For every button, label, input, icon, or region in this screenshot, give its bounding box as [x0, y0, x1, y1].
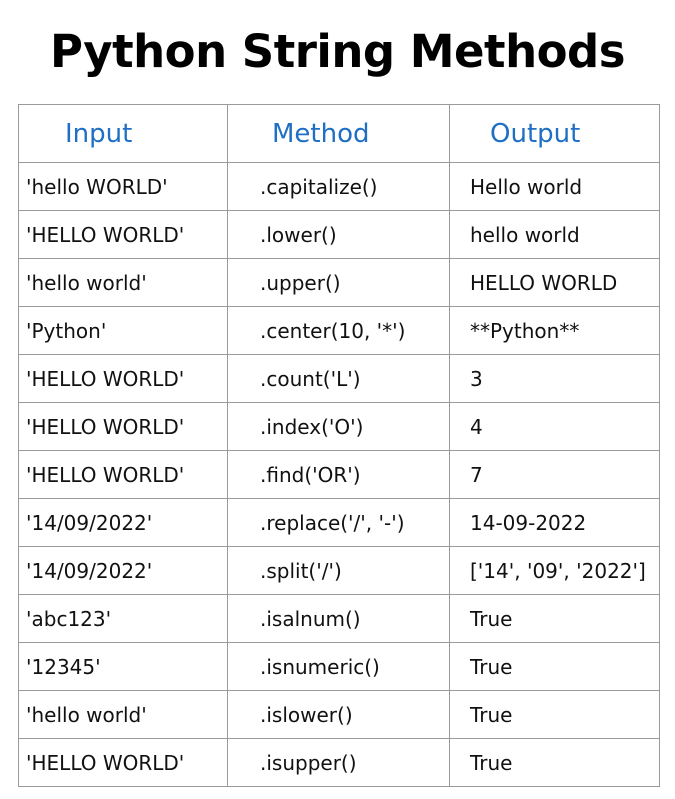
cell-output: Hello world — [450, 163, 660, 211]
table-body — [19, 163, 660, 787]
table-row — [19, 547, 660, 595]
cell-input: '12345' — [19, 643, 228, 691]
cell-method: .isalnum() — [228, 595, 450, 643]
cell-output: ['14', '09', '2022'] — [450, 547, 660, 595]
cell-output: 4 — [450, 403, 660, 451]
cell-method: .find('OR') — [228, 451, 450, 499]
table-row — [19, 307, 660, 355]
table-row — [19, 739, 660, 787]
table-row — [19, 163, 660, 211]
cell-input: 'HELLO WORLD' — [19, 739, 228, 787]
cell-input: '14/09/2022' — [19, 547, 228, 595]
cell-output: **Python** — [450, 307, 660, 355]
cell-input: 'Python' — [19, 307, 228, 355]
cell-method: .split('/') — [228, 547, 450, 595]
cell-input: 'hello world' — [19, 691, 228, 739]
cell-output: 7 — [450, 451, 660, 499]
table-row — [19, 211, 660, 259]
cell-output: hello world — [450, 211, 660, 259]
table-row — [19, 451, 660, 499]
cell-input: 'HELLO WORLD' — [19, 211, 228, 259]
cell-output: True — [450, 643, 660, 691]
cell-output: HELLO WORLD — [450, 259, 660, 307]
cell-method: .count('L') — [228, 355, 450, 403]
cell-input: 'HELLO WORLD' — [19, 355, 228, 403]
table-row — [19, 691, 660, 739]
table-row — [19, 355, 660, 403]
table-header-row — [19, 105, 660, 163]
table-row — [19, 499, 660, 547]
cell-input: 'hello world' — [19, 259, 228, 307]
table-row — [19, 643, 660, 691]
column-header-output: Output — [450, 105, 660, 163]
cell-method: .capitalize() — [228, 163, 450, 211]
cell-method: .islower() — [228, 691, 450, 739]
cell-output: True — [450, 739, 660, 787]
cell-output: True — [450, 595, 660, 643]
table-row — [19, 595, 660, 643]
page-title: Python String Methods — [49, 25, 626, 78]
cell-input: 'abc123' — [19, 595, 228, 643]
cell-output: True — [450, 691, 660, 739]
cell-input: 'HELLO WORLD' — [19, 451, 228, 499]
cell-method: .index('O') — [228, 403, 450, 451]
column-header-method: Method — [228, 105, 450, 163]
string-methods-table — [18, 104, 660, 787]
cell-input: '14/09/2022' — [19, 499, 228, 547]
cell-output: 14-09-2022 — [450, 499, 660, 547]
cell-input: 'HELLO WORLD' — [19, 403, 228, 451]
cell-output: 3 — [450, 355, 660, 403]
table-row — [19, 403, 660, 451]
cell-method: .replace('/', '-') — [228, 499, 450, 547]
cell-method: .center(10, '*') — [228, 307, 450, 355]
cell-method: .isnumeric() — [228, 643, 450, 691]
cell-method: .lower() — [228, 211, 450, 259]
column-header-input: Input — [19, 105, 228, 163]
cell-input: 'hello WORLD' — [19, 163, 228, 211]
cell-method: .upper() — [228, 259, 450, 307]
table-row — [19, 259, 660, 307]
cell-method: .isupper() — [228, 739, 450, 787]
